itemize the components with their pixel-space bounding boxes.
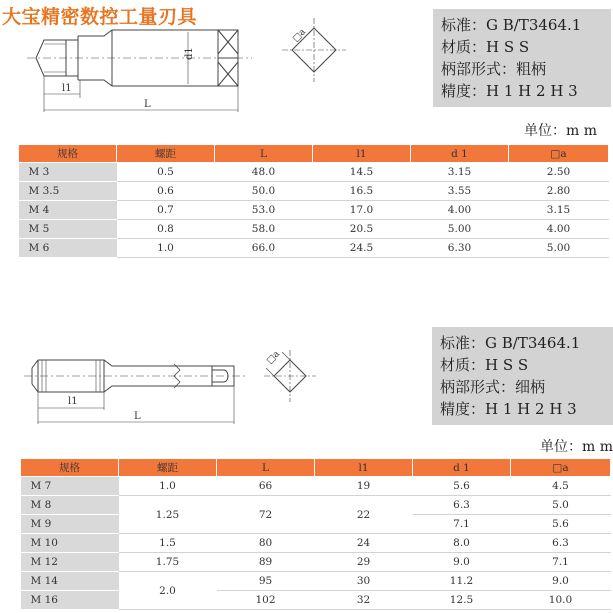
cell-l1: 24.5 xyxy=(313,239,411,258)
cell-pitch: 1.75 xyxy=(119,553,217,572)
cell-d1: 3.55 xyxy=(411,182,509,201)
cell-square: 10.0 xyxy=(511,591,611,610)
cell-d1: 7.1 xyxy=(413,515,511,534)
spec-shank-type: 柄部形式：粗柄 xyxy=(441,60,547,78)
col-header-size: 规格 xyxy=(21,459,119,477)
spec-box-1 xyxy=(433,9,611,107)
spec-precision: 精度：H 1 H 2 H 3 xyxy=(440,400,577,418)
col-header-square: □a xyxy=(509,145,609,163)
cell-pitch: 0.5 xyxy=(117,163,215,182)
cell-square: 4.5 xyxy=(511,477,611,496)
cell-d1: 6.3 xyxy=(413,496,511,515)
cell-size: M 6 xyxy=(19,239,117,258)
table-row xyxy=(21,572,611,591)
length-label: L xyxy=(134,411,141,422)
cell-size: M 12 xyxy=(21,553,119,572)
cell-d1: 4.00 xyxy=(411,201,509,220)
unit-label-1: 单位：m m xyxy=(524,123,598,139)
cell-pitch: 0.6 xyxy=(117,182,215,201)
cell-length: 66.0 xyxy=(215,239,313,258)
cell-l1: 20.5 xyxy=(313,220,411,239)
col-header-length: L xyxy=(215,145,313,163)
square-size-label: □a xyxy=(291,27,308,45)
spec-material: 材质：H S S xyxy=(441,38,530,56)
cell-square: 5.00 xyxy=(509,239,609,258)
spec-standard: 标准：G B/T3464.1 xyxy=(440,334,581,352)
col-header-d1: d 1 xyxy=(411,145,509,163)
cell-square: 5.6 xyxy=(511,515,611,534)
cell-size: M 14 xyxy=(21,572,119,591)
tap-diagram-thick-shank xyxy=(22,14,267,114)
cell-size: M 7 xyxy=(21,477,119,496)
square-size-label: □a xyxy=(265,349,282,367)
cell-d1: 12.5 xyxy=(413,591,511,610)
length-label: L xyxy=(144,99,151,110)
spec-standard: 标准：G B/T3464.1 xyxy=(441,16,582,34)
spec-shank-type: 柄部形式：细柄 xyxy=(440,378,546,396)
cell-l1: 32 xyxy=(315,591,413,610)
col-header-l1: l1 xyxy=(313,145,411,163)
cell-d1: 9.0 xyxy=(413,553,511,572)
cell-pitch: 2.0 xyxy=(119,572,217,610)
table-row xyxy=(21,591,611,610)
col-header-l1: l1 xyxy=(315,459,413,477)
cell-square: 2.80 xyxy=(509,182,609,201)
cell-size: M 9 xyxy=(21,515,119,534)
table-row xyxy=(19,239,609,258)
spec-precision: 精度：H 1 H 2 H 3 xyxy=(441,82,578,100)
cell-length: 80 xyxy=(217,534,315,553)
cell-square: 7.1 xyxy=(511,553,611,572)
cell-size: M 8 xyxy=(21,496,119,515)
d1-label: d1 xyxy=(184,47,195,60)
table-row xyxy=(21,496,611,515)
cell-length: 102 xyxy=(217,591,315,610)
cell-l1: 29 xyxy=(315,553,413,572)
cell-pitch: 1.5 xyxy=(119,534,217,553)
col-header-pitch: 螺距 xyxy=(119,459,217,477)
cell-square: 4.00 xyxy=(509,220,609,239)
spec-material: 材质：H S S xyxy=(440,356,529,374)
col-header-square: □a xyxy=(511,459,611,477)
cell-pitch: 1.0 xyxy=(117,239,215,258)
cell-d1: 5.00 xyxy=(411,220,509,239)
col-header-d1: d 1 xyxy=(413,459,511,477)
cell-size: M 3.5 xyxy=(19,182,117,201)
table-header-row xyxy=(21,459,611,477)
table-row xyxy=(19,201,609,220)
cell-length: 89 xyxy=(217,553,315,572)
cell-d1: 8.0 xyxy=(413,534,511,553)
cell-length: 58.0 xyxy=(215,220,313,239)
cell-length: 53.0 xyxy=(215,201,313,220)
cell-square: 2.50 xyxy=(509,163,609,182)
cell-pitch: 0.7 xyxy=(117,201,215,220)
l1-label: l1 xyxy=(68,396,78,407)
cell-l1: 14.5 xyxy=(313,163,411,182)
cell-l1: 17.0 xyxy=(313,201,411,220)
cell-square: 3.15 xyxy=(509,201,609,220)
cell-d1: 5.6 xyxy=(413,477,511,496)
cell-length: 95 xyxy=(217,572,315,591)
cell-l1: 24 xyxy=(315,534,413,553)
table-row xyxy=(19,163,609,182)
square-section-diagram-2 xyxy=(258,344,328,414)
col-header-pitch: 螺距 xyxy=(117,145,215,163)
spec-box-2 xyxy=(432,327,613,425)
table-header-row xyxy=(19,145,609,163)
cell-size: M 10 xyxy=(21,534,119,553)
cell-l1: 22 xyxy=(315,496,413,534)
cell-d1: 11.2 xyxy=(413,572,511,591)
cell-pitch: 1.0 xyxy=(119,477,217,496)
cell-square: 6.3 xyxy=(511,534,611,553)
cell-square: 5.0 xyxy=(511,496,611,515)
cell-size: M 5 xyxy=(19,220,117,239)
cell-length: 66 xyxy=(217,477,315,496)
l1-label: l1 xyxy=(62,83,72,94)
cell-size: M 4 xyxy=(19,201,117,220)
table-row xyxy=(21,553,611,572)
cell-l1: 16.5 xyxy=(313,182,411,201)
size-table-1 xyxy=(18,144,609,258)
cell-l1: 30 xyxy=(315,572,413,591)
tap-diagram-thin-shank xyxy=(24,338,256,430)
square-section-diagram-1 xyxy=(282,18,352,88)
table-row xyxy=(19,220,609,239)
cell-length: 50.0 xyxy=(215,182,313,201)
brand-title: 大宝精密数控工量刃具 xyxy=(2,6,198,28)
table-row xyxy=(19,182,609,201)
cell-d1: 3.15 xyxy=(411,163,509,182)
size-table-2 xyxy=(20,458,611,610)
table-row xyxy=(21,534,611,553)
cell-size: M 16 xyxy=(21,591,119,610)
table-row xyxy=(21,477,611,496)
cell-length: 72 xyxy=(217,496,315,534)
unit-label-2: 单位：m m xyxy=(540,439,613,455)
cell-length: 48.0 xyxy=(215,163,313,182)
col-header-size: 规格 xyxy=(19,145,117,163)
col-header-length: L xyxy=(217,459,315,477)
cell-d1: 6.30 xyxy=(411,239,509,258)
cell-pitch: 0.8 xyxy=(117,220,215,239)
cell-l1: 19 xyxy=(315,477,413,496)
cell-pitch: 1.25 xyxy=(119,496,217,534)
cell-size: M 3 xyxy=(19,163,117,182)
cell-square: 9.0 xyxy=(511,572,611,591)
